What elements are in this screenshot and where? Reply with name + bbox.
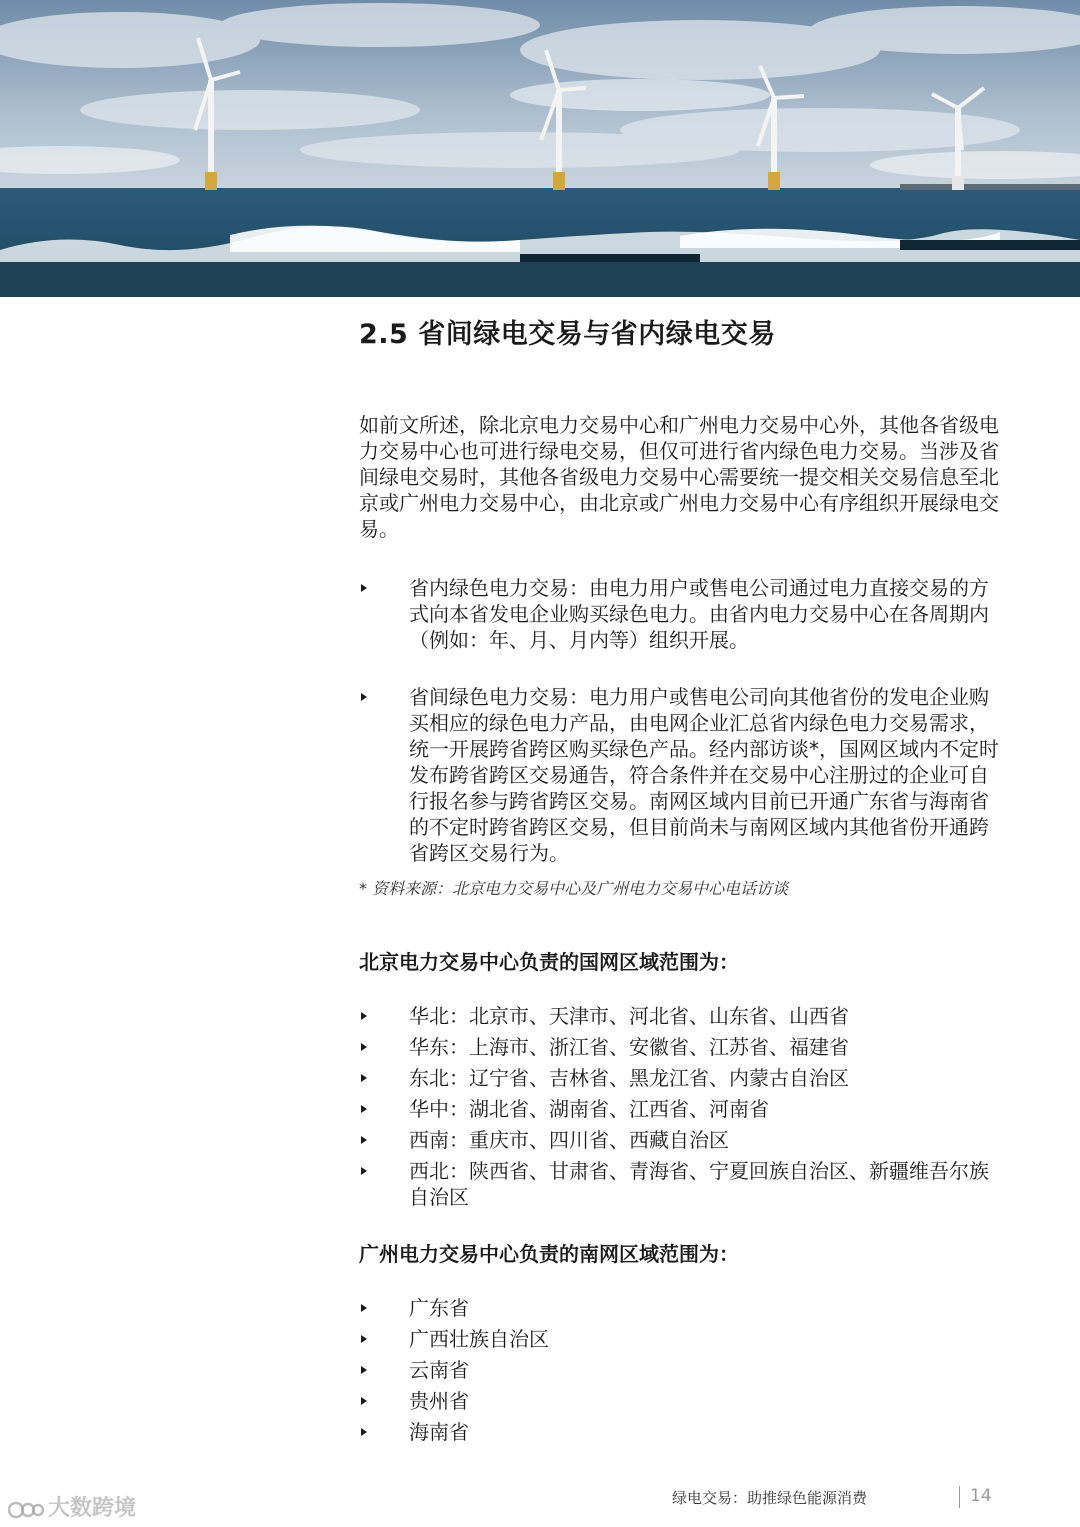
list-item [359, 1034, 999, 1060]
list-item [359, 1388, 999, 1414]
list-item-text: 广西壮族自治区 [409, 1327, 549, 1351]
bullet-marker-icon [361, 1397, 367, 1405]
list-item-text: 海南省 [409, 1420, 469, 1444]
bullet-list-trading-types [359, 575, 999, 653]
bullet-marker-icon [361, 1074, 367, 1082]
list-item [359, 1003, 999, 1029]
list-item-text: 东北：辽宁省、吉林省、黑龙江省、内蒙古自治区 [409, 1066, 849, 1090]
list-item [359, 1065, 999, 1091]
southern-grid-heading: 广州电力交易中心负责的南网区域范围为： [359, 1242, 739, 1266]
bullet-list-inter-province [359, 684, 999, 866]
list-item-text: 西北：陕西省、甘肃省、青海省、宁夏回族自治区、新疆维吾尔族自治区 [409, 1159, 989, 1209]
page-number: 14 [970, 1486, 992, 1506]
list-item-text: 贵州省 [409, 1389, 469, 1413]
list-item-text: 西南：重庆市、四川省、西藏自治区 [409, 1128, 729, 1152]
list-item [359, 1357, 999, 1383]
list-item-text: 云南省 [409, 1358, 469, 1382]
intro-paragraph: 如前文所述，除北京电力交易中心和广州电力交易中心外，其他各省级电力交易中心也可进行绿电交易，但仅可进行省内绿色电力交易。当涉及省间绿电交易时，其他各省级电力交易中心需要统一提交相关交易信息至北京或广州电力交易中心，由北京或广州电力交易中心有序组织开展绿电交易。 [359, 413, 999, 541]
list-item-text: 广东省 [409, 1296, 469, 1320]
watermark [8, 1491, 136, 1522]
bullet-marker-icon [361, 1304, 367, 1312]
bullet-marker-icon [361, 1012, 367, 1020]
section-title: 2.5 省间绿电交易与省内绿电交易 [359, 319, 776, 350]
bullet-intra-province [359, 575, 999, 653]
list-item [359, 1326, 999, 1352]
list-item-text: 华北：北京市、天津市、河北省、山东省、山西省 [409, 1004, 849, 1028]
watermark-text: 大数跨境 [48, 1496, 137, 1521]
list-item [359, 1127, 999, 1153]
bullet-marker-icon [361, 1105, 367, 1113]
list-item [359, 1295, 999, 1321]
bullet-marker-icon [361, 1167, 367, 1175]
bullet-marker-icon [361, 1366, 367, 1374]
bullet-marker-icon [361, 693, 367, 701]
bullet-marker-icon [361, 1043, 367, 1051]
hero-image [0, 0, 1080, 297]
list-item-text: 华中：湖北省、湖南省、江西省、河南省 [409, 1097, 769, 1121]
bullet-marker-icon [361, 1335, 367, 1343]
bullet-marker-icon [361, 1428, 367, 1436]
source-footnote: * 资料来源：北京电力交易中心及广州电力交易中心电话访谈 [359, 879, 789, 898]
list-item-text: 华东：上海市、浙江省、安徽省、江苏省、福建省 [409, 1035, 849, 1059]
footer-divider [959, 1486, 960, 1508]
list-item [359, 1096, 999, 1122]
footer-doc-title: 绿电交易：助推绿色能源消费 [672, 1489, 868, 1507]
bullet-inter-province [359, 684, 999, 866]
list-item [359, 1419, 999, 1445]
watermark-logo-icon [8, 1498, 44, 1520]
state-grid-list [359, 1003, 999, 1210]
state-grid-heading: 北京电力交易中心负责的国网区域范围为： [359, 950, 739, 974]
southern-grid-list [359, 1295, 999, 1445]
bullet-marker-icon [361, 584, 367, 592]
bullet-marker-icon [361, 1136, 367, 1144]
list-item [359, 1158, 999, 1210]
bullet-text: 省内绿色电力交易：由电力用户或售电公司通过电力直接交易的方式向本省发电企业购买绿色电力。由省内电力交易中心在各周期内（例如：年、月、月内等）组织开展。 [409, 576, 989, 652]
bullet-text: 省间绿色电力交易：电力用户或售电公司向其他省份的发电企业购买相应的绿色电力产品，由电网企业汇总省内绿色电力交易需求，统一开展跨省跨区购买绿色产品。经内部访谈*，国网区域内不定时发布跨省跨区交易通告，符合条件并在交易中心注册过的企业可自行报名参与跨省跨区交易。南网区域内目前已开通广东省与海南省的不定时跨省跨区交易，但目前尚未与南网区域内其他省份开通跨省跨区交易行为。 [409, 685, 999, 865]
